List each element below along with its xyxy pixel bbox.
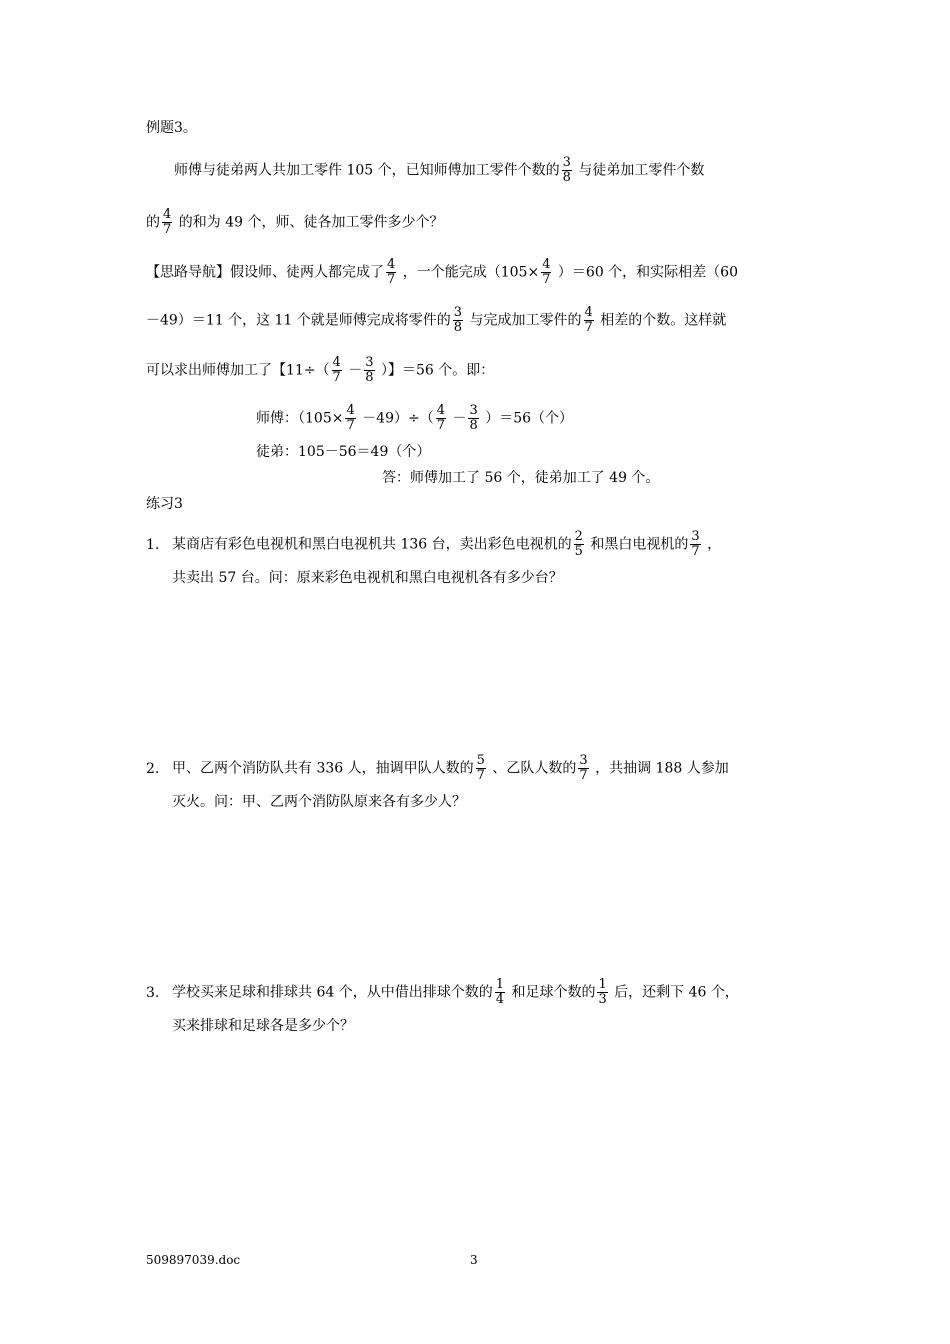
text: 、乙队人数的 — [487, 760, 577, 777]
text: 假设师、徒两人都完成了 — [230, 264, 384, 281]
text: ）＝56（个） — [480, 410, 574, 427]
question-2-line-2: 灭火。问：甲、乙两个消防队原来各有多少人？ — [172, 794, 466, 810]
text: 与徒弟加工零件个数 — [573, 162, 705, 179]
text: 后，还剩下 46 个， — [609, 984, 739, 1001]
fraction: $\frac{1}{4}$ — [495, 977, 504, 1007]
question-number: 2. — [146, 760, 160, 777]
footer-page-number: 3 — [470, 1253, 478, 1267]
text: 师傅与徒弟两人共加工零件 105 个，已知师傅加工零件个数的 — [174, 162, 560, 179]
text: －49）÷（ — [357, 410, 434, 427]
fraction: $\frac{4}{7}$ — [584, 305, 593, 335]
fraction: $\frac{3}{7}$ — [579, 753, 588, 783]
example-heading: 例题3。 — [146, 120, 197, 136]
fraction: $\frac{3}{8}$ — [469, 403, 478, 433]
text: 某商店有彩色电视机和黑白电视机共 136 台，卖出彩色电视机的 — [172, 536, 572, 553]
text: 学校买来足球和排球共 64 个，从中借出排球个数的 — [172, 984, 493, 1001]
fraction: $\frac{5}{7}$ — [476, 753, 485, 783]
text: 相差的个数。这样就 — [595, 312, 727, 329]
fraction: $\frac{4}{7}$ — [163, 207, 172, 237]
footer-filename: 509897039.doc — [146, 1253, 241, 1267]
text: 和足球个数的 — [507, 984, 596, 1001]
hint-line-3 — [146, 356, 494, 385]
fraction: $\frac{3}{8}$ — [562, 155, 571, 185]
text: ，一个能完成（105× — [398, 264, 540, 281]
example-problem-line-2 — [146, 208, 443, 237]
text: ， — [702, 536, 722, 553]
question-3-line-1 — [146, 978, 739, 1007]
calc-master — [256, 404, 573, 433]
text: 的 — [146, 214, 160, 231]
fraction: $\frac{4}{7}$ — [542, 257, 551, 287]
answer: 答：师傅加工了 56 个，徒弟加工了 49 个。 — [382, 470, 660, 486]
fraction: $\frac{4}{7}$ — [346, 403, 355, 433]
text: 甲、乙两个消防队共有 336 人，抽调甲队人数的 — [172, 760, 474, 777]
text: ）＝60 个，和实际相差（60 — [553, 264, 738, 281]
question-1-line-2: 共卖出 57 台。问：原来彩色电视机和黑白电视机各有多少台？ — [172, 570, 563, 586]
example-problem-line-1 — [174, 156, 704, 185]
text: ）】＝56 个。即： — [376, 362, 495, 379]
text: －49）＝11 个，这 11 个就是师傅完成将零件的 — [146, 312, 451, 329]
question-2-line-1 — [146, 754, 729, 783]
text: 可以求出师傅加工了【11÷（ — [146, 362, 330, 379]
fraction: $\frac{4}{7}$ — [332, 355, 341, 385]
text: 师傅：（105× — [256, 410, 344, 427]
fraction: $\frac{2}{5}$ — [574, 529, 583, 559]
question-number: 3. — [146, 984, 160, 1001]
fraction: $\frac{1}{3}$ — [598, 977, 607, 1007]
text: － — [448, 410, 467, 427]
question-number: 1. — [146, 536, 160, 553]
question-1-line-1 — [146, 530, 721, 559]
hint-line-1 — [146, 258, 738, 287]
practice-heading: 练习3 — [146, 496, 183, 512]
fraction: $\frac{4}{7}$ — [436, 403, 446, 433]
text: － — [343, 362, 363, 379]
text: 和黑白电视机的 — [585, 536, 689, 553]
question-3-line-2: 买来排球和足球各是多少个？ — [172, 1018, 354, 1034]
text: 的和为 49 个，师、徒各加工零件多少个？ — [174, 214, 444, 231]
hint-label: 【思路导航】 — [146, 264, 230, 281]
text: 与完成加工零件的 — [465, 312, 582, 329]
fraction: $\frac{3}{8}$ — [365, 355, 374, 385]
hint-line-2 — [146, 306, 726, 335]
fraction: $\frac{4}{7}$ — [387, 257, 396, 287]
fraction: $\frac{3}{8}$ — [453, 305, 463, 335]
calc-apprentice: 徒弟：105－56＝49（个） — [256, 444, 431, 460]
text: ，共抽调 188 人参加 — [590, 760, 729, 777]
fraction: $\frac{3}{7}$ — [691, 529, 700, 559]
